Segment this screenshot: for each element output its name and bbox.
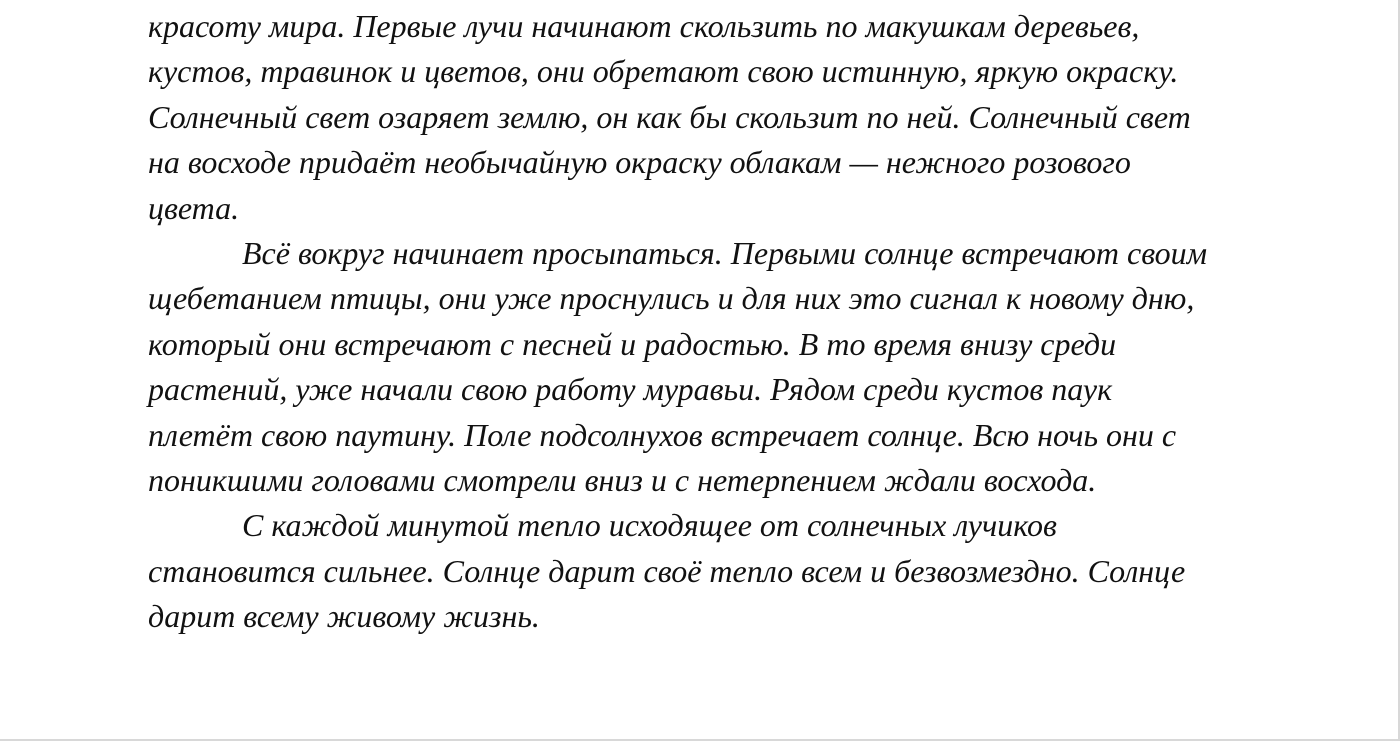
text-line: плетёт свою паутину. Поле подсолнухов встречает солнце. Всю ночь они с bbox=[148, 416, 1177, 453]
document-body-text bbox=[148, 4, 1308, 639]
text-line: поникшими головами смотрели вниз и с нетерпением ждали восхода. bbox=[148, 461, 1097, 498]
text-line: Солнечный свет озаряет землю, он как бы скользит по ней. Солнечный свет bbox=[148, 98, 1191, 135]
text-line: щебетанием птицы, они уже проснулись и для них это сигнал к новому дню, bbox=[148, 280, 1195, 317]
paragraph-first-line: Всё вокруг начинает просыпаться. Первыми солнце встречают своим bbox=[242, 234, 1208, 271]
text-line: становится сильнее. Солнце дарит своё тепло всем и безвозмездно. Солнце bbox=[148, 552, 1186, 589]
text-line: дарит всему живому жизнь. bbox=[148, 598, 540, 635]
paragraph-first-line: С каждой минутой тепло исходящее от солнечных лучиков bbox=[242, 507, 1057, 544]
text-line: растений, уже начали свою работу муравьи. Рядом среди кустов паук bbox=[148, 371, 1113, 408]
text-line: на восходе придаёт необычайную окраску облакам — нежного розового bbox=[148, 144, 1131, 181]
text-line: который они встречают с песней и радостью. В то время внизу среди bbox=[148, 325, 1117, 362]
text-line: цвета. bbox=[148, 189, 240, 226]
text-line: кустов, травинок и цветов, они обретают свою истинную, яркую окраску. bbox=[148, 53, 1179, 90]
text-line: красоту мира. Первые лучи начинают скользить по макушкам деревьев, bbox=[148, 8, 1140, 44]
